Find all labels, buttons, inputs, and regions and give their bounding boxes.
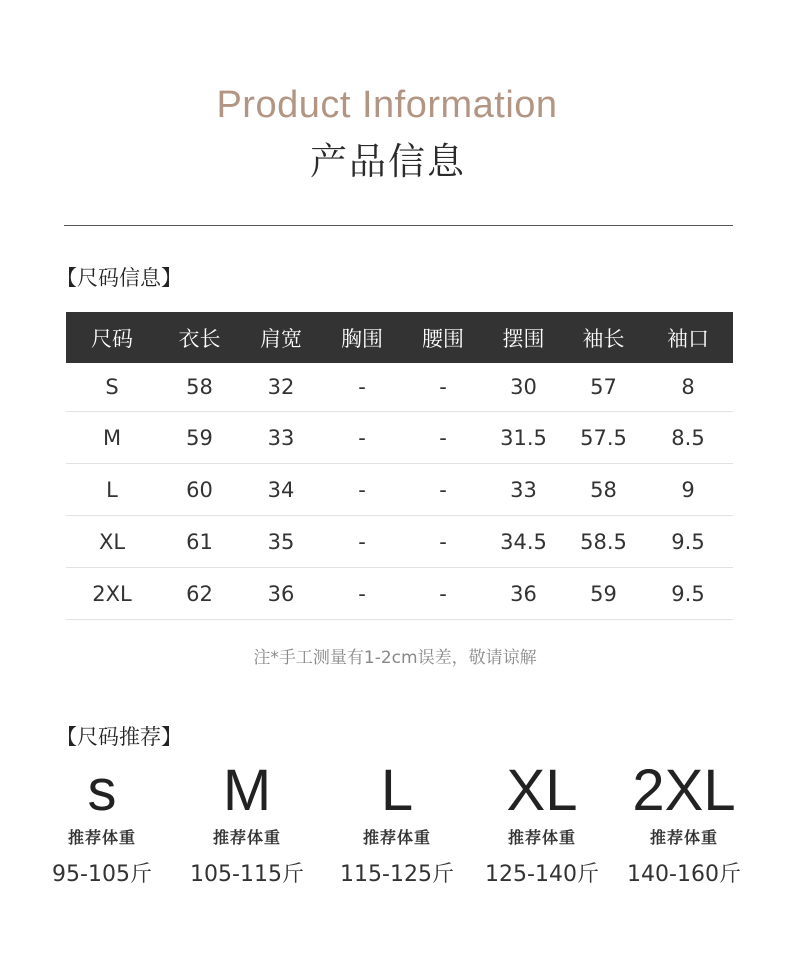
table-cell: -	[403, 516, 483, 568]
table-row	[66, 412, 733, 464]
table-row	[66, 363, 733, 412]
table-cell: 60	[158, 464, 241, 516]
size-recommend-item	[322, 760, 472, 888]
recommend-weight: 125-140斤	[485, 862, 599, 887]
recommend-weight: 105-115斤	[190, 862, 304, 887]
column-header-shoulder: 肩宽	[241, 312, 321, 363]
recommend-weight: 95-105斤	[52, 862, 152, 887]
recommend-size: 2XL	[632, 758, 736, 823]
column-header-hem: 摆围	[483, 312, 564, 363]
table-cell: 33	[241, 412, 321, 464]
size-info-heading: 【尺码信息】	[56, 266, 182, 290]
table-cell: 58	[564, 464, 643, 516]
table-cell: 58	[158, 363, 241, 412]
table-cell: 61	[158, 516, 241, 568]
table-cell: S	[66, 363, 158, 412]
table-cell: 36	[483, 568, 564, 620]
table-cell: 31.5	[483, 412, 564, 464]
table-cell: 30	[483, 363, 564, 412]
table-cell: 59	[564, 568, 643, 620]
table-cell: 62	[158, 568, 241, 620]
size-recommend-item	[609, 760, 759, 888]
table-cell: 2XL	[66, 568, 158, 620]
recommend-label: 推荐体重	[67, 828, 136, 847]
table-cell: -	[321, 516, 403, 568]
size-recommend-item	[172, 760, 322, 888]
table-cell: 9	[643, 464, 733, 516]
recommend-label: 推荐体重	[507, 828, 576, 847]
table-cell: 35	[241, 516, 321, 568]
recommend-size: XL	[506, 758, 578, 823]
divider	[64, 225, 733, 226]
table-row	[66, 516, 733, 568]
table-cell: M	[66, 412, 158, 464]
table-cell: 9.5	[643, 516, 733, 568]
table-cell: 59	[158, 412, 241, 464]
column-header-sleeve: 袖长	[564, 312, 643, 363]
table-cell: -	[403, 568, 483, 620]
size-recommend-item	[467, 760, 617, 888]
table-cell: 33	[483, 464, 564, 516]
recommend-label: 推荐体重	[362, 828, 431, 847]
table-cell: 36	[241, 568, 321, 620]
recommend-size: s	[87, 758, 117, 823]
table-cell: 8.5	[643, 412, 733, 464]
table-cell: -	[321, 363, 403, 412]
table-cell: L	[66, 464, 158, 516]
table-cell: -	[321, 568, 403, 620]
table-cell: 32	[241, 363, 321, 412]
size-table	[66, 312, 733, 620]
table-row	[66, 568, 733, 620]
size-recommend-heading: 【尺码推荐】	[56, 725, 182, 749]
column-header-chest: 胸围	[321, 312, 403, 363]
table-cell: 57.5	[564, 412, 643, 464]
table-cell: 8	[643, 363, 733, 412]
recommend-size: L	[380, 758, 414, 823]
table-cell: 58.5	[564, 516, 643, 568]
size-recommend-list	[0, 760, 790, 890]
column-header-size: 尺码	[66, 312, 158, 363]
page-title-en: Product Information	[216, 84, 558, 126]
table-row	[66, 464, 733, 516]
table-cell: -	[403, 412, 483, 464]
measurement-note: 注*手工测量有1-2cm误差，敬请谅解	[253, 648, 537, 668]
table-cell: 34	[241, 464, 321, 516]
recommend-weight: 115-125斤	[340, 862, 454, 887]
table-cell: -	[321, 412, 403, 464]
table-cell: 34.5	[483, 516, 564, 568]
table-cell: 57	[564, 363, 643, 412]
column-header-cuff: 袖口	[643, 312, 733, 363]
column-header-waist: 腰围	[403, 312, 483, 363]
page-title-cn: 产品信息	[310, 140, 466, 183]
column-header-length: 衣长	[158, 312, 241, 363]
table-cell: XL	[66, 516, 158, 568]
table-cell: -	[403, 363, 483, 412]
recommend-size: M	[222, 758, 272, 823]
recommend-label: 推荐体重	[649, 828, 718, 847]
table-cell: -	[403, 464, 483, 516]
recommend-weight: 140-160斤	[627, 862, 741, 887]
size-recommend-item	[27, 760, 177, 888]
table-header-row	[66, 312, 733, 363]
table-cell: -	[321, 464, 403, 516]
recommend-label: 推荐体重	[212, 828, 281, 847]
table-cell: 9.5	[643, 568, 733, 620]
